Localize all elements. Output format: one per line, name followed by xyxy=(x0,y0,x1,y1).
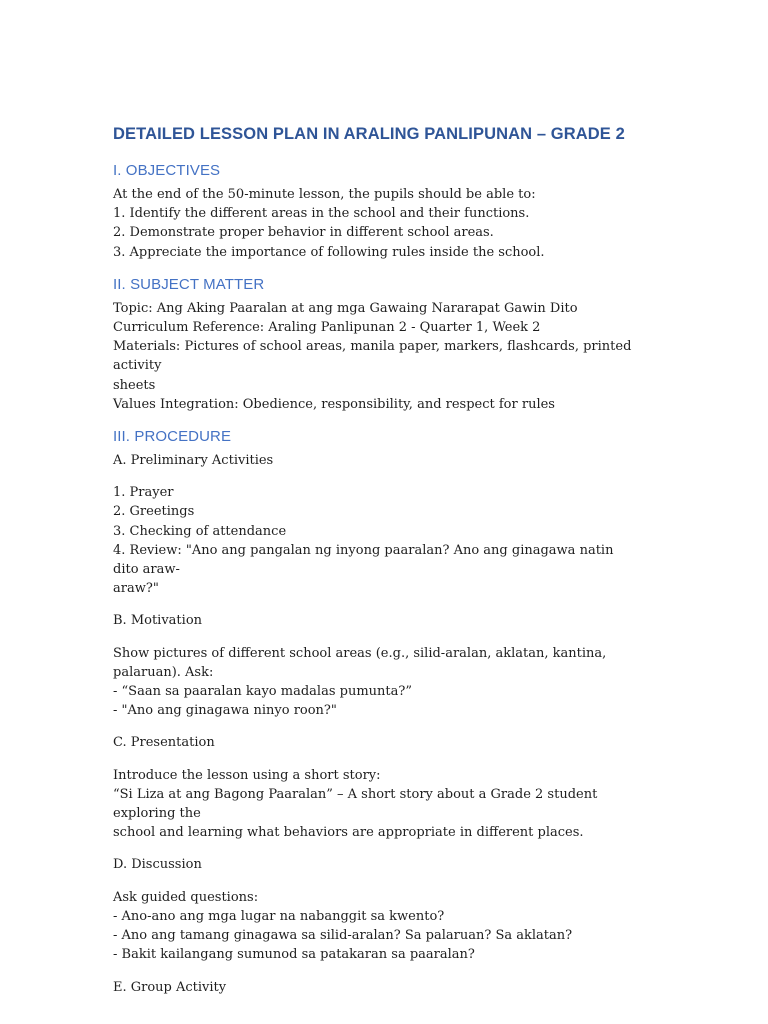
procedure-subheading-motivation: B. Motivation xyxy=(113,613,203,629)
subject-matter-line: Topic: Ang Aking Paaralan at ang mga Gawaing Nararapat Gawin Dito xyxy=(113,300,578,316)
preliminary-line: 2. Greetings xyxy=(113,504,195,520)
section-heading-subject-matter: II. SUBJECT MATTER xyxy=(113,275,265,293)
objectives-line: 1. Identify the different areas in the school and their functions. xyxy=(113,206,530,222)
discussion-line: - Ano-ano ang mga lugar na nabanggit sa kwento? xyxy=(113,908,445,924)
discussion-line: - Bakit kailangang sumunod sa patakaran sa paaralan? xyxy=(113,947,475,963)
procedure-subheading-group-activity: E. Group Activity xyxy=(113,979,227,995)
subject-matter-line: Materials: Pictures of school areas, manila paper, markers, flashcards, printed activity xyxy=(113,339,632,374)
motivation-line: - "Ano ang ginagawa ninyo roon?" xyxy=(113,703,337,719)
presentation-body xyxy=(113,766,638,843)
subject-matter-line: Curriculum Reference: Araling Panlipunan 2 - Quarter 1, Week 2 xyxy=(113,320,541,336)
procedure-subheading-preliminary: A. Preliminary Activities xyxy=(113,453,274,469)
objectives-body xyxy=(113,185,638,262)
procedure-subheading-presentation: C. Presentation xyxy=(113,735,215,751)
objectives-line: At the end of the 50-minute lesson, the pupils should be able to: xyxy=(113,187,536,202)
discussion-body xyxy=(113,888,638,965)
presentation-line: school and learning what behaviors are appropriate in different places. xyxy=(113,825,584,841)
preliminary-line: 1. Prayer xyxy=(113,485,174,501)
subject-matter-line: sheets xyxy=(113,377,156,393)
presentation-line: “Si Liza at ang Bagong Paaralan” – A short story about a Grade 2 student exploring the xyxy=(113,786,598,822)
motivation-line: Show pictures of different school areas (e.g., silid-aralan, aklatan, kantina, palaruan). Ask: xyxy=(113,645,607,680)
preliminary-body xyxy=(113,483,638,598)
section-heading-procedure: III. PROCEDURE xyxy=(113,428,232,446)
document-title: DETAILED LESSON PLAN IN ARALING PANLIPUNAN – GRADE 2 xyxy=(113,125,625,143)
subject-matter-body xyxy=(113,299,638,414)
preliminary-line: 4. Review: "Ano ang pangalan ng inyong paaralan? Ano ang ginagawa natin dito araw- xyxy=(113,542,614,578)
discussion-line: Ask guided questions: xyxy=(113,889,259,905)
motivation-body xyxy=(113,644,638,721)
subject-matter-line: Values Integration: Obedience, responsibility, and respect for rules xyxy=(113,396,555,412)
discussion-line: - Ano ang tamang ginagawa sa silid-aralan? Sa palaruan? Sa aklatan? xyxy=(113,928,573,944)
presentation-line: Introduce the lesson using a short story: xyxy=(113,767,381,783)
preliminary-line: 3. Checking of attendance xyxy=(113,523,287,539)
procedure-subheading-discussion: D. Discussion xyxy=(113,857,202,873)
preliminary-line: araw?" xyxy=(113,581,159,597)
objectives-line: 2. Demonstrate proper behavior in different school areas. xyxy=(113,225,494,241)
motivation-line: - “Saan sa paaralan kayo madalas pumunta?” xyxy=(113,684,412,700)
section-heading-objectives: I. OBJECTIVES xyxy=(113,162,221,179)
objectives-line: 3. Appreciate the importance of following rules inside the school. xyxy=(113,244,545,260)
